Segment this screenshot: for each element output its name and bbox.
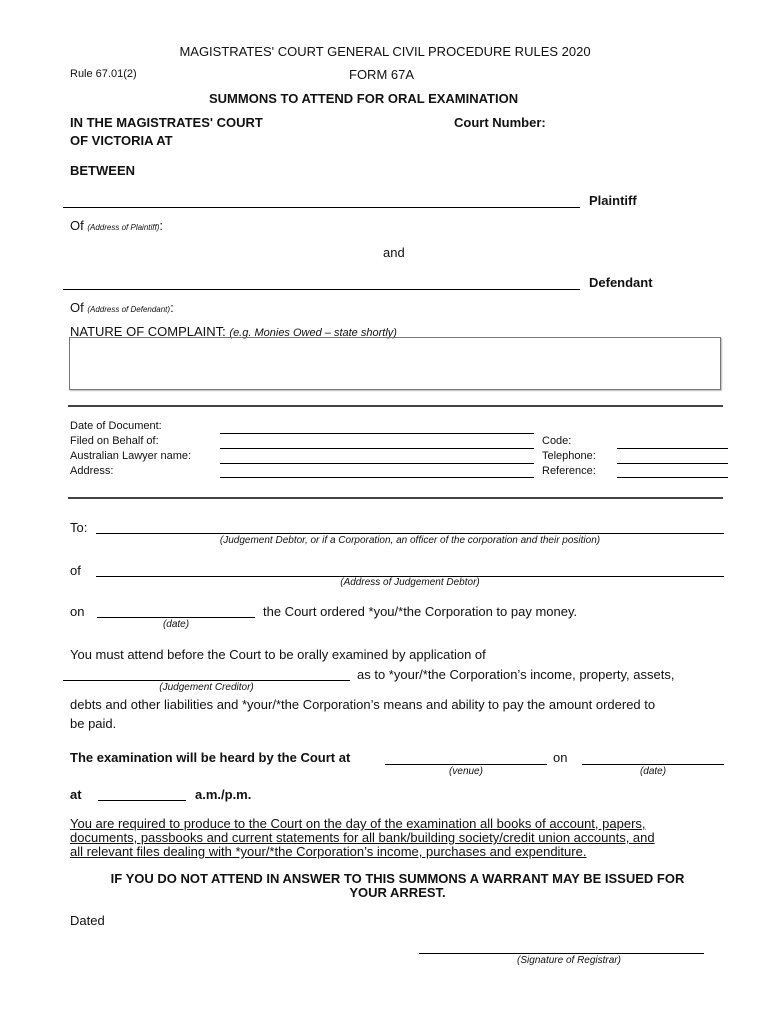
between-label: BETWEEN [70, 163, 135, 178]
form-title: SUMMONS TO ATTEND FOR ORAL EXAMINATION [209, 91, 519, 106]
dated-label: Dated [70, 913, 105, 928]
to-label: To: [70, 520, 88, 535]
as-to-text: as to *your/*the Corporation’s income, property, assets, [357, 667, 675, 682]
reference-label: Reference: [542, 465, 596, 477]
signature-hint: (Signature of Registrar) [517, 955, 621, 966]
filed-on-behalf-field[interactable] [220, 448, 534, 449]
complaint-box[interactable] [69, 337, 721, 390]
rule-reference: Rule 67.01(2) [70, 68, 137, 80]
of-label: of [70, 563, 81, 578]
debts-line2: be paid. [70, 716, 117, 731]
defendant-name-line[interactable] [63, 289, 580, 290]
order-date-hint: (date) [162, 619, 190, 630]
complaint-label: NATURE OF COMPLAINT: [70, 324, 226, 339]
creditor-hint: (Judgement Creditor) [159, 682, 254, 693]
time-field[interactable] [98, 800, 186, 801]
to-field[interactable] [96, 533, 724, 534]
attend-text: You must attend before the Court to be orally examined by application of [70, 647, 486, 662]
venue-field[interactable] [385, 764, 547, 765]
plaintiff-label: Plaintiff [589, 193, 637, 208]
exam-date-field[interactable] [582, 764, 724, 765]
produce-line2: documents, passbooks and current statements for all bank/building society/credit union accounts, and [70, 830, 655, 845]
debts-line1: debts and other liabilities and *your/*the Corporation’s means and ability to pay the amount ordered to [70, 697, 656, 712]
of-label: Of [70, 300, 84, 315]
telephone-label: Telephone: [542, 450, 596, 462]
produce-line3: all relevant files dealing with *your/*the Corporation’s income, purchases and expenditure. [70, 844, 587, 859]
lawyer-name-label: Australian Lawyer name: [70, 450, 192, 462]
ordered-text: the Court ordered *you/*the Corporation to pay money. [263, 604, 578, 619]
defendant-address-hint: (Address of Defendant) [87, 305, 171, 314]
telephone-field[interactable] [617, 463, 728, 464]
and-label: and [383, 245, 405, 260]
court-name-line1: IN THE MAGISTRATES' COURT [70, 115, 263, 130]
date-of-document-label: Date of Document: [70, 420, 162, 432]
signature-field[interactable] [419, 953, 704, 954]
divider [68, 405, 723, 407]
order-date-field[interactable] [97, 617, 255, 618]
exam-date-hint: (date) [639, 766, 667, 777]
plaintiff-address-hint: (Address of Plaintiff) [87, 223, 160, 232]
complaint-hint: (e.g. Monies Owed – state shortly) [229, 327, 397, 339]
defendant-address-row[interactable] [70, 300, 174, 315]
warning-line1: IF YOU DO NOT ATTEND IN ANSWER TO THIS SUMMONS A WARRANT MAY BE ISSUED FOR [110, 871, 685, 886]
address-label: Address: [70, 465, 114, 477]
creditor-field[interactable] [63, 680, 350, 681]
on-text: on [553, 750, 568, 765]
debtor-address-hint: (Address of Judgement Debtor) [340, 577, 480, 588]
code-label: Code: [542, 435, 572, 447]
at-label: at [70, 787, 82, 802]
filed-on-behalf-label: Filed on Behalf of: [70, 435, 159, 447]
plaintiff-name-line[interactable] [63, 207, 580, 208]
rules-title: MAGISTRATES' COURT GENERAL CIVIL PROCEDURE RULES 2020 [179, 44, 591, 59]
court-number-label: Court Number: [454, 115, 546, 130]
divider [68, 497, 723, 499]
form-number: FORM 67A [349, 67, 415, 82]
warning-line2: YOUR ARREST. [349, 885, 446, 900]
reference-field[interactable] [617, 477, 728, 478]
code-field[interactable] [617, 448, 728, 449]
lawyer-name-field[interactable] [220, 463, 534, 464]
defendant-label: Defendant [589, 275, 653, 290]
date-of-document-field[interactable] [220, 433, 534, 434]
ampm-label: a.m./p.m. [195, 787, 252, 802]
to-hint: (Judgement Debtor, or if a Corporation, an officer of the corporation and their position) [219, 535, 601, 546]
colon: : [159, 218, 164, 233]
heard-text: The examination will be heard by the Court at [70, 750, 351, 765]
of-label: Of [70, 218, 84, 233]
produce-line1: You are required to produce to the Court on the day of the examination all books of account, papers, [70, 816, 646, 831]
address-field[interactable] [220, 477, 534, 478]
plaintiff-address-row[interactable] [70, 218, 163, 233]
court-name-line2: OF VICTORIA AT [70, 133, 173, 148]
colon: : [170, 300, 174, 315]
venue-hint: (venue) [449, 766, 483, 777]
on-label: on [70, 604, 85, 619]
